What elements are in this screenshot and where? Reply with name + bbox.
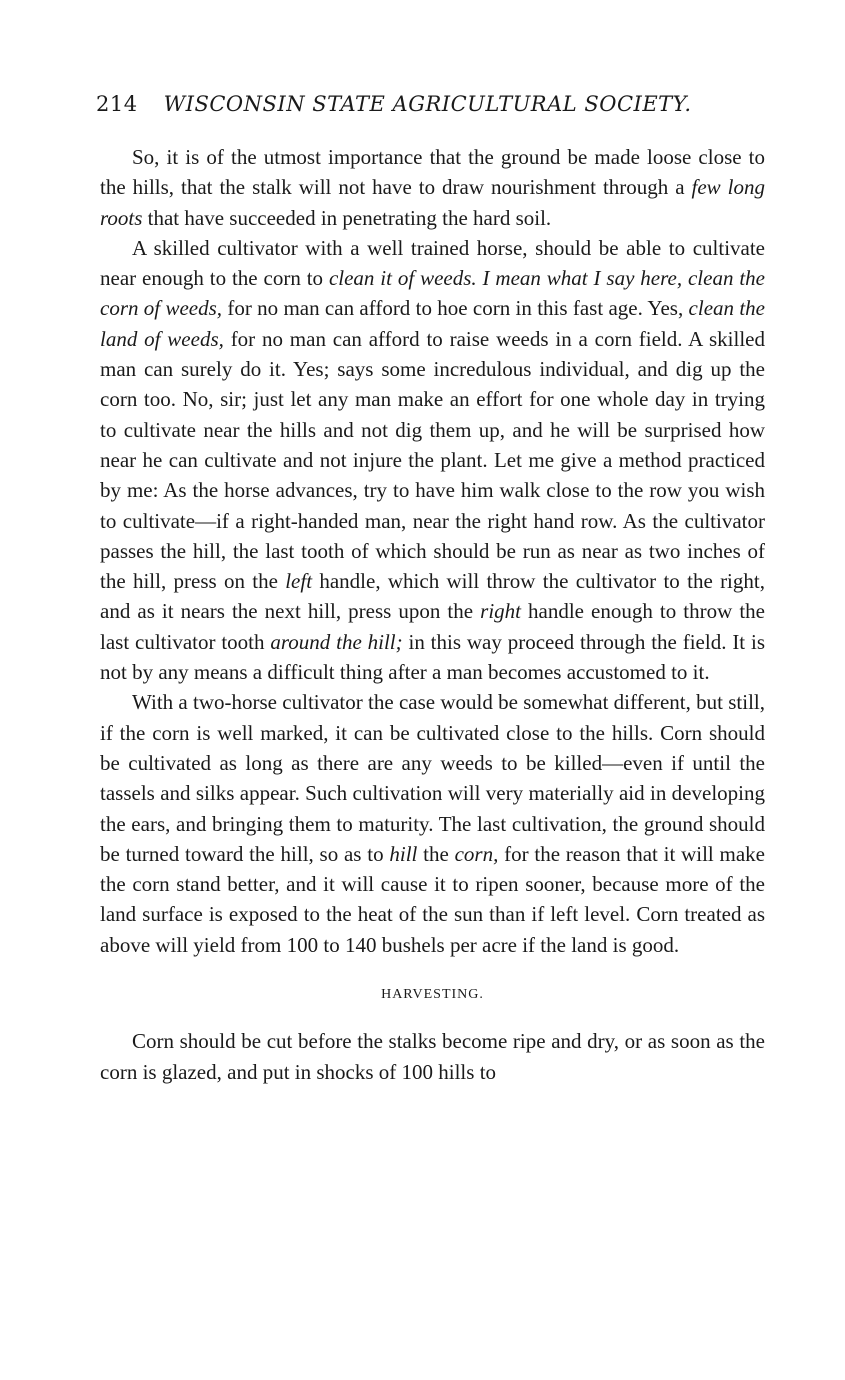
- text: in this way proceed through the field. It is not by any means a difficult thing after a man becomes accustomed to it.: [100, 629, 766, 685]
- italic-text: hill: [389, 841, 418, 866]
- italic-text: corn,: [454, 841, 499, 866]
- running-header: [96, 92, 756, 116]
- paragraph-3: [100, 687, 765, 960]
- text: for no man can afford to hoe corn in this fast age. Yes,: [222, 296, 689, 321]
- paragraph-1: [100, 142, 765, 233]
- italic-text: few long roots: [100, 175, 765, 230]
- text: Corn should be cut before the stalks become ripe and dry, or as soon as the corn is glazed, and put in shocks of 100 hills to: [100, 1029, 765, 1084]
- page-number: 214: [96, 92, 138, 116]
- text: A skilled cultivator with a well trained horse, should be able to cultivate near enough to the corn to: [100, 235, 765, 291]
- section-heading: HARVESTING.: [381, 987, 484, 1003]
- italic-text: around the hill;: [270, 629, 403, 654]
- text: So, it is of the utmost importance that the ground be made loose close to the hills, that the stalk will not have to draw nourishment through a: [100, 145, 765, 200]
- text: With a two-horse cultivator the case would be somewhat different, but still, if the corn is well marked, it can be cultivated close to the hills. Corn should be cultivated as long as there are any weeds to be killed—even if until the tassels and silks appear. Such cultivation will very materially aid in developing the ears, and bringing them to maturity. The last cultivation, the ground should be turned toward the hill, so as to: [100, 690, 765, 866]
- text: handle enough to throw the last cultivator tooth: [100, 599, 765, 654]
- page-body: [100, 142, 765, 1087]
- text: handle, which will throw the cultivator to the right, and as it nears the next hill, press upon the: [100, 569, 765, 624]
- paragraph-4: [100, 1026, 765, 1087]
- text: that have succeeded in penetrating the hard soil.: [142, 205, 552, 230]
- text: for no man can afford to raise weeds in a corn field. A skilled man can surely do it. Yes; says some incredulous individual, and dig up the corn too. No, sir; just let any man make an effort for one whole day in trying to cultivate near the hills and not dig them up, and he will be surprised how near he can cultivate and not injure the plant. Let me give a method practiced by me: As the horse advances, try to have him walk close to the row you wish to cultivate—if a right-handed man, near the right hand row. As the cultivator passes the hill, the last tooth of which should be run as near as two inches of the hill, press on the: [100, 326, 765, 594]
- italic-text: right: [480, 599, 521, 624]
- running-title: WISCONSIN STATE AGRICULTURAL SOCIETY.: [163, 92, 692, 116]
- paragraph-2: [100, 233, 765, 687]
- italic-text: left: [285, 569, 313, 594]
- italic-text: clean it of weeds. I mean what I say here, clean the corn of weeds,: [100, 266, 765, 321]
- text: for the reason that it will make the corn stand better, and it will cause it to ripen sooner, because more of the land surface is exposed to the heat of the sun than if left level. Corn treated as above will yield from 100 to 140 bushels per acre if the land is good.: [100, 841, 765, 957]
- text: the: [417, 841, 455, 866]
- italic-text: clean the land of weeds,: [100, 296, 765, 351]
